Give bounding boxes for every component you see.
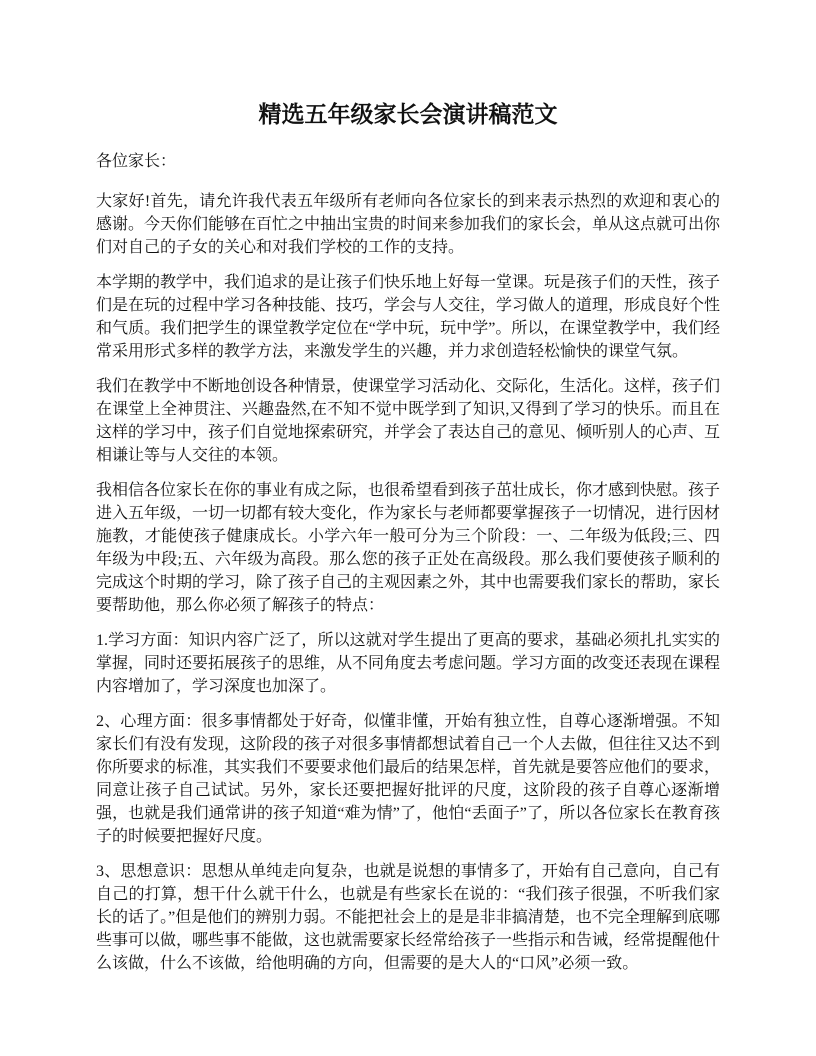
paragraph-growth-stages: 我相信各位家长在你的事业有成之际，也很希望看到孩子茁壮成长，你才感到快慰。孩子进入五年级，一切一切都有较大变化，作为家长与老师都要掌握孩子一切情况，进行因材施教，才能使孩子健康成长。小学六年一般可分为三个阶段：一、二年级为低段;三、四年级为中段;五、六年级为高段。那么您的孩子正处在高级段。那么我们要使孩子顺利的完成这个时期的学习，除了孩子自己的主观因素之外，其中也需要我们家长的帮助，家长要帮助他，那么你必须了解孩子的特点： (96, 482, 721, 614)
paragraph-classroom: 我们在教学中不断地创设各种情景，使课堂学习活动化、交际化，生活化。这样，孩子们在课堂上全神贯注、兴趣盎然,在不知不觉中既学到了知识,又得到了学习的快乐。而且在这样的学习中，孩子们自觉地探索研究，并学会了表达自己的意见、倾听别人的心声、互相谦让等与人交往的本领。 (96, 378, 721, 464)
paragraph-teaching-goal: 本学期的教学中，我们追求的是让孩子们快乐地上好每一堂课。玩是孩子们的天性，孩子们是在玩的过程中学习各种技能、技巧，学会与人交往，学习做人的道理，形成良好个性和气质。我们把学生的课堂教学定位在“学中玩，玩中学”。所以，在课堂教学中，我们经常采用形式多样的教学方法，来激发学生的兴趣，并力求创造轻松愉快的课堂气氛。 (96, 274, 721, 360)
document-content (96, 99, 720, 987)
salutation-line: 各位家长： (96, 153, 177, 170)
document-title: 精选五年级家长会演讲稿范文 (258, 102, 558, 127)
paragraph-study-aspect: 1.学习方面：知识内容广泛了，所以这就对学生提出了更高的要求，基础必须扎扎实实的掌握，同时还要拓展孩子的思维，从不同角度去考虑问题。学习方面的改变还表现在课程内容增加了，学习深度也加深了。 (96, 632, 721, 695)
paragraph-greeting: 大家好!首先，请允许我代表五年级所有老师向各位家长的到来表示热烈的欢迎和衷心的感谢。今天你们能够在百忙之中抽出宝贵的时间来参加我们的家长会，单从这点就可出你们对自己的子女的关心和对我们学校的工作的支持。 (96, 193, 721, 256)
paragraph-psychology: 2、心理方面：很多事情都处于好奇，似懂非懂，开始有独立性，自尊心逐渐增强。不知家长们有没有发现，这阶段的孩子对很多事情都想试着自己一个人去做，但往往又达不到你所要求的标准，其实我们不要要求他们最后的结果怎样，首先就是要答应他们的要求，同意让孩子自己试试。另外，家长还要把握好批评的尺度，这阶段的孩子自尊心逐渐增强，也就是我们通常讲的孩子知道“难为情”了，他怕“丢面子”了，所以各位家长在教育孩子的时候要把握好尺度。 (96, 713, 721, 845)
paragraph-ideology: 3、思想意识：思想从单纯走向复杂，也就是说想的事情多了，开始有自己意向，自己有自己的打算，想干什么就干什么，也就是有些家长在说的：“我们孩子很强，不听我们家长的话了。”但是他们的辨别力弱。不能把社会上的是是非非搞清楚，也不完全理解到底哪些事可以做，哪些事不能做，这也就需要家长经常给孩子一些指示和告诫，经常提醒他什么该做，什么不该做，给他明确的方向，但需要的是大人的“口风”必须一致。 (96, 863, 721, 972)
